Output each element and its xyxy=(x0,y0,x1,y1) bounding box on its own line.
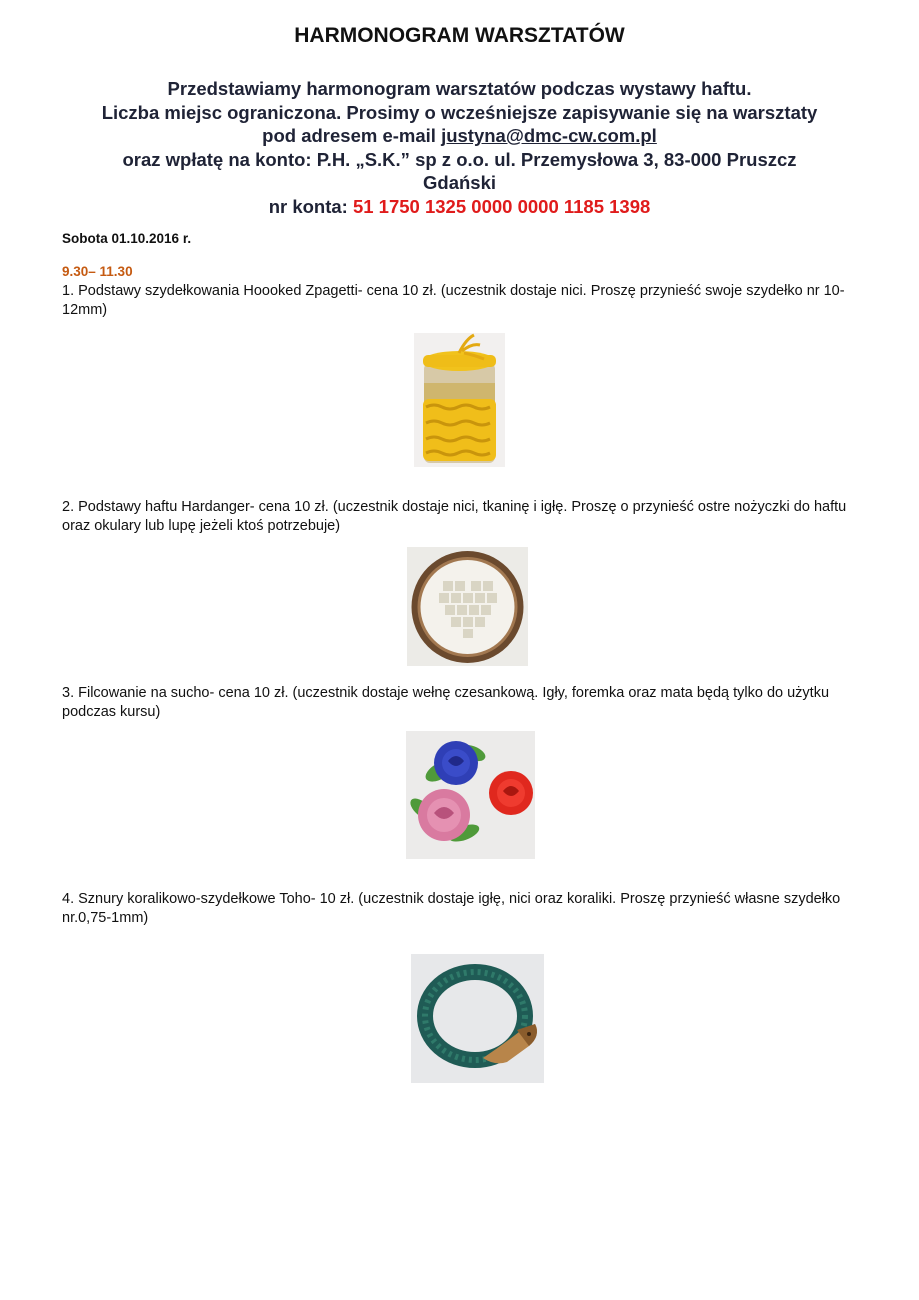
intro-line-2: Liczba miejsc ograniczona. Prosimy o wcześniejsze zapisywanie się na warsztaty xyxy=(101,101,818,123)
intro-line-5: Gdański xyxy=(423,172,496,193)
account-line xyxy=(40,195,879,219)
account-label: nr konta: xyxy=(268,195,353,217)
intro-email-prefix: pod adresem e-mail xyxy=(262,125,442,146)
email-link[interactable]: justyna@dmc-cw.com.pl xyxy=(441,125,657,146)
intro-block xyxy=(40,77,879,218)
workshop-4-description: 4. Sznury koralikowo-szydełkowe Toho- 10 zł. (uczestnik dostaje igłę, nici oraz koraliki. Proszę przynieść własne szydełko nr.0,75-1mm) xyxy=(62,891,841,926)
intro-line-3 xyxy=(40,124,879,148)
workshop-1-photo xyxy=(414,333,505,467)
workshop-3-photo xyxy=(406,731,535,859)
workshop-2-photo xyxy=(407,547,528,666)
schedule-date: Sobota 01.10.2016 r. xyxy=(62,231,192,246)
workshop-4-photo xyxy=(411,954,544,1083)
schedule-time: 9.30– 11.30 xyxy=(62,264,133,279)
workshop-3-description: 3. Filcowanie na sucho- cena 10 zł. (uczestnik dostaje wełnę czesankową. Igły, foremka oraz mata będą tylko do użytku podczas kursu) xyxy=(62,685,830,720)
workshop-1-description: 1. Podstawy szydełkowania Hoooked Zpagetti- cena 10 zł. (uczestnik dostaje nici. Proszę przynieść swoje szydełko nr 10-12mm) xyxy=(62,283,845,318)
workshop-2-description: 2. Podstawy haftu Hardanger- cena 10 zł. (uczestnik dostaje nici, tkaninę i igłę. Proszę o przynieść ostre nożyczki do haftu oraz okulary lub lupę jeżeli ktoś potrzebuje) xyxy=(62,499,847,534)
intro-line-4: oraz wpłatę na konto: P.H. „S.K.” sp z o.o. ul. Przemysłowa 3, 83-000 Pruszcz xyxy=(122,148,797,170)
page-title: HARMONOGRAM WARSZTATÓW xyxy=(294,24,625,47)
account-number: 51 1750 1325 0000 0000 1185 1398 xyxy=(352,195,651,217)
intro-line-1: Przedstawiamy harmonogram warsztatów podczas wystawy haftu. xyxy=(167,78,752,99)
